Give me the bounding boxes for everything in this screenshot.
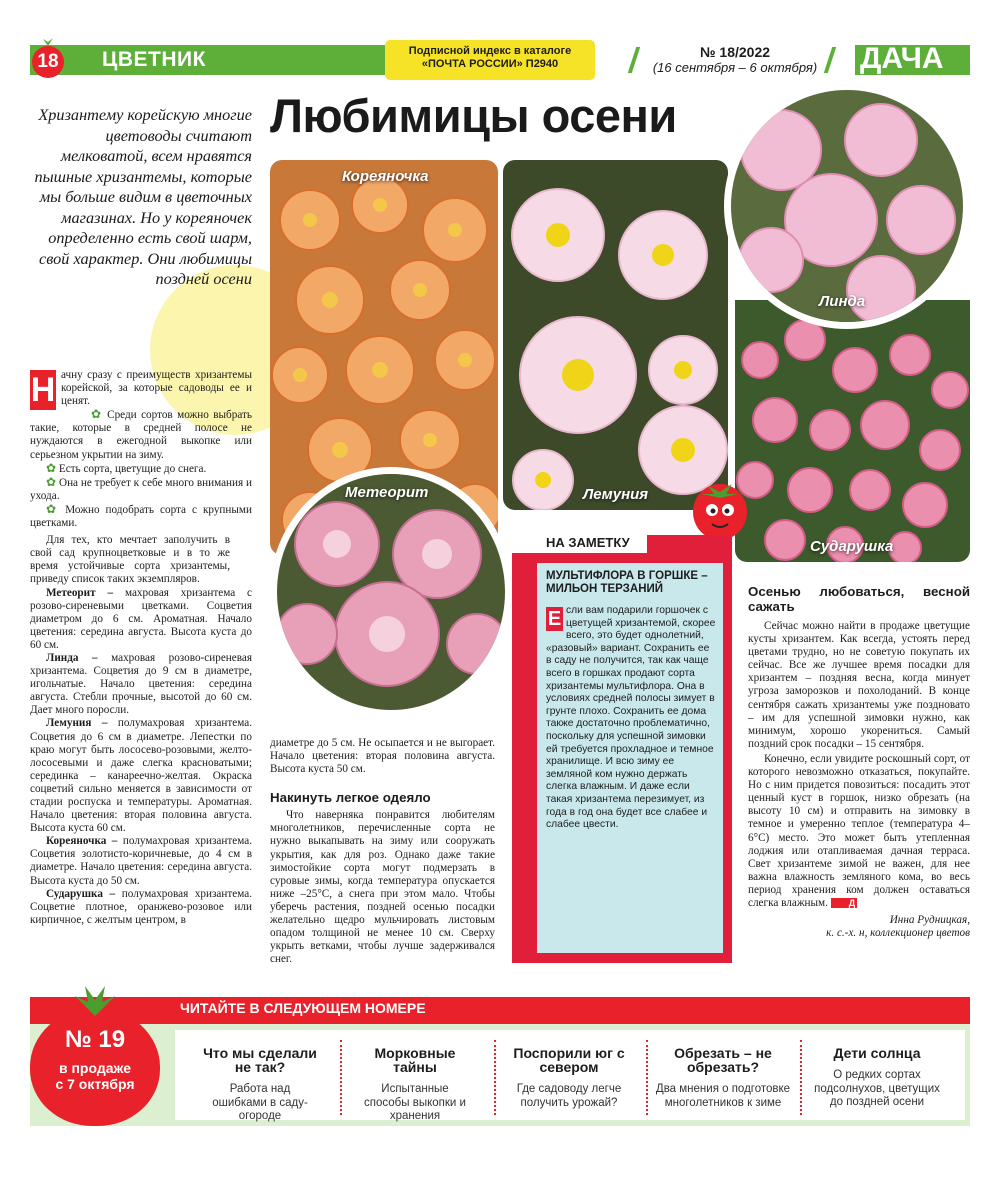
bullet-item bbox=[30, 462, 252, 476]
pink-chrysanthemum-bush-image bbox=[735, 300, 970, 562]
variety-paragraph bbox=[30, 888, 252, 927]
bullet-text: Есть сорта, цветущие до снега. bbox=[58, 462, 207, 475]
note-body bbox=[546, 570, 716, 832]
subscription-line: Подписной индекс в каталоге bbox=[408, 45, 572, 57]
photo-caption: Кореяночка bbox=[342, 168, 429, 185]
variety-name: Кореяночка – bbox=[46, 835, 118, 848]
variety-paragraph bbox=[30, 835, 252, 887]
variety-name: Лемуния – bbox=[46, 717, 108, 730]
note-tab bbox=[512, 533, 647, 553]
intro-paragraph: ачну сразу с преимуществ хризантемы корейской, за которые садоводы ее и ценят. bbox=[61, 369, 252, 408]
note-dropcap: Е bbox=[547, 608, 562, 630]
variety-name: Сударушка – bbox=[46, 887, 116, 900]
next-issue-title: Поспорили юг с севером bbox=[513, 1045, 625, 1075]
next-issue-item bbox=[340, 1046, 490, 1124]
tomato-leaves-icon bbox=[70, 986, 120, 1016]
bullet-text: Она не требует к себе много внимания и ухода. bbox=[30, 476, 253, 502]
article-lead: Хризантему корейскую многие цветоводы считают мелковатой, всем нравятся пышные хризантемы, которые мы больше видим в цветочных магазинах. Но у кореяночек определенно есть свой шарм, свой характер. Они любимицы поздней осени bbox=[34, 105, 252, 288]
variety-name: Метеорит – bbox=[46, 586, 114, 599]
next-issue-badge bbox=[30, 1008, 160, 1126]
flower-bullet-icon: ✿ bbox=[46, 474, 57, 489]
next-issue-item bbox=[185, 1046, 335, 1124]
variety-paragraph bbox=[30, 652, 252, 717]
bullet-item bbox=[30, 408, 252, 461]
pink-white-chrysanthemums-image bbox=[503, 160, 728, 510]
footer-heading-bar bbox=[30, 997, 970, 1024]
bullet-text: Можно подобрать сорта с крупными цветками. bbox=[30, 503, 252, 530]
note-text: сли вам подарили горшочек с цветущей хризантемой, скорее всего, это будет однолетний, «разовый» вариант. Сохранить ее в саду не получится, так как чаще всего в горшках продают сорта хризантемы мультифлора. Она в условиях средней полосы зимует в грунте плохо. Сохранить ее дома также достаточно проблематично, поскольку для успешной зимовки ей требуется прохладное и темное хранилище. И всю зиму ее земляной ком нужно держать слегка влажным. И даже если такая хризантема перезимует, из года в год она будет все слабее и слабее цвести. bbox=[546, 605, 716, 831]
blanket-heading: Накинуть легкое одеяло bbox=[270, 790, 431, 806]
page-number-text: 18 bbox=[37, 51, 59, 72]
next-issue-subtitle: Испытанные способы выкопки и хранения bbox=[364, 1083, 466, 1122]
next-issue-subtitle: Работа над ошибками в саду-огороде bbox=[212, 1083, 308, 1122]
variety-text: полумахровая хризантема. Соцветия до 6 см в диаметре. Лепестки по краю могут быть лососево-розовыми, желто-лососевыми и даже слегка красноватыми; серединка – канареечно-желтая. Окраска соцветий сильно меняется в зависимости от стадии роспуска и температуры. Ароматная. Начало цветения: вторая половина августа. Высота куста 60 см. bbox=[30, 717, 253, 835]
article-column-right bbox=[748, 584, 970, 940]
page-number bbox=[32, 46, 64, 78]
note-heading: МУЛЬТИФЛОРА В ГОРШКЕ – МИЛЬОН ТЕРЗАНИЙ bbox=[546, 570, 708, 595]
photo-caption: Сударушка bbox=[810, 538, 894, 555]
variety-text: махровая розово-сиреневая хризантема. Соцветия до 9 см в диаметре, игольчатые. Начало цветения: середина августа. Стебли прочные, высотой до 60 см. Дает много поросли. bbox=[30, 651, 252, 717]
author-name: Инна Рудницкая, bbox=[889, 914, 970, 927]
issue-dates: (16 сентября – 6 октября) bbox=[652, 60, 818, 75]
next-issue-subtitle: О редких сортах подсолнухов, цветущих до поздней осени bbox=[814, 1069, 940, 1108]
next-issue-subtitle: Два мнения о подготовке многолетников к зиме bbox=[655, 1083, 791, 1109]
next-issue-title: Морковные тайны bbox=[374, 1045, 456, 1075]
next-issue-subtitle: Где садоводу легче получить урожай? bbox=[516, 1083, 622, 1109]
autumn-text: Конечно, если увидите роскошный сорт, от которого невозможно отказаться, покупайте. Но с ним придется повозиться: посадить этот ценный куст в горшок, низко обрезать (на высоту 10 см) и отправить на зимовку в темное и умеренно теплое (температура 4–6°С) место. Это может быть утепленная лоджия или отапливаемая дачная терраса. Свет хризантеме зимой не важен, для нее важна влажность земляного кома, во весь период хранения ком должен оставаться слегка влажным. bbox=[748, 752, 970, 909]
article-column-middle bbox=[270, 737, 495, 966]
blanket-paragraph: Что наверняка понравится любителям многолетников, перечисленные сорта не нужно выкапывать на зиму или сооружать укрытия, как для роз. Однако даже такие зимостойкие сорта могут подмерзать в суровые зимы, когда температура опускается ниже –25°С, а снега при этом мало. Чтобы уберечь растения, поздней осенью посадки желательно щедро мульчировать листовым опадом толщиной не менее 10 см. Сверху укрыть ветками, чтобы лучше задерживался снег. bbox=[270, 809, 495, 966]
variety-name: Линда – bbox=[46, 651, 98, 664]
photo-linda bbox=[724, 83, 970, 329]
issue-number: № 18/2022 bbox=[699, 44, 771, 60]
tomato-mascot-icon bbox=[690, 470, 752, 545]
flower-bullet-icon: ✿ bbox=[91, 407, 103, 422]
next-issue-item bbox=[802, 1046, 952, 1110]
bullet-text: Среди сортов можно выбрать такие, которые в средней полосе не нуждаются в ежегодной выкопке или серьезном укрытии на зиму. bbox=[30, 409, 252, 461]
autumn-paragraph bbox=[748, 753, 970, 910]
next-issue-title: Что мы сделали не так? bbox=[203, 1045, 317, 1075]
flower-bullet-icon: ✿ bbox=[46, 460, 57, 475]
photo-caption: Лемуния bbox=[583, 486, 649, 503]
variety-paragraph bbox=[30, 717, 252, 835]
photo-sudarushka bbox=[735, 300, 970, 562]
note-tab-label: НА ЗАМЕТКУ bbox=[546, 535, 630, 550]
next-issue-item bbox=[648, 1046, 798, 1110]
section-title: ЦВЕТНИК bbox=[102, 48, 206, 71]
photo-caption: Метеорит bbox=[345, 484, 429, 501]
next-issue-title: Дети солнца bbox=[833, 1045, 921, 1061]
next-issue-item bbox=[494, 1046, 644, 1110]
pink-needle-chrysanthemums-image bbox=[731, 90, 963, 322]
photo-meteorit bbox=[270, 467, 512, 717]
pink-lilac-chrysanthemums-image bbox=[277, 474, 505, 710]
subscription-line: «ПОЧТА РОССИИ» П2940 bbox=[421, 58, 559, 70]
article-title: Любимицы осени bbox=[270, 89, 677, 142]
autumn-paragraph: Сейчас можно найти в продаже цветущие кусты хризантем. Как всегда, устоять перед цветами трудно, но не советую покупать их сейчас. Все же лучшее время посадки для хризантем – поздняя весна, когда минует угроза заморозков и похолоданий. В конце сентября сажать хризантемы уже поздновато – им для успешной зимовки нужно, как минимум, хорошо укорениться. Самый поздний срок посадки – 15 сентября. bbox=[748, 620, 970, 750]
variety-paragraph bbox=[30, 587, 252, 652]
next-issue-title: Обрезать – не обрезать? bbox=[674, 1045, 772, 1075]
bullet-item bbox=[30, 503, 252, 530]
autumn-heading: Осенью любоваться, весной сажать bbox=[748, 584, 970, 614]
photo-caption: Линда bbox=[819, 293, 866, 310]
magazine-name: ДАЧА bbox=[860, 42, 944, 75]
flower-bullet-icon: ✿ bbox=[46, 501, 60, 516]
tomato-leaf-icon bbox=[42, 37, 54, 46]
issue-info bbox=[645, 45, 825, 75]
paragraph: Для тех, кто мечтает заполучить в свой сад крупноцветковые и в то же время устойчивые сорта хризантемы, приведу список таких экземпляров. bbox=[30, 534, 230, 586]
on-sale-line: с 7 октября bbox=[55, 1076, 135, 1092]
variety-text: полумахровая хризантема. Соцветие плотное, оранжево-розовое или кирпичное, с желтым центром, в bbox=[30, 887, 253, 926]
photo-lemuniya bbox=[503, 160, 728, 510]
author-title: к. с.-х. н, коллекционер цветов bbox=[826, 927, 970, 940]
continuation-paragraph: диаметре до 5 см. Не осыпается и не выгорает. Начало цветения: вторая половина августа. Высота куста 50 см. bbox=[270, 737, 495, 776]
variety-text: полумахровая хризантема. Соцветия золотисто-коричневые, до 4 см в диаметре. Начало цветения: середина августа. Высота куста до 50 см. bbox=[30, 835, 252, 887]
variety-text: махровая хризантема с розово-сиреневыми цветками. Соцветия диаметром до 6 см. Ароматная. Начало цветения: середина августа. Высота куста до 60 см. bbox=[30, 586, 252, 651]
on-sale-line: в продаже bbox=[58, 1060, 132, 1076]
footer-heading: ЧИТАЙТЕ В СЛЕДУЮЩЕМ НОМЕРЕ bbox=[180, 1000, 426, 1016]
bullet-item bbox=[30, 476, 252, 503]
end-mark: Д bbox=[831, 898, 857, 908]
article-column-left bbox=[30, 369, 252, 927]
dropcap: Н bbox=[30, 371, 56, 409]
next-issue-number: № 19 bbox=[64, 1026, 126, 1053]
subscription-index bbox=[385, 40, 595, 80]
